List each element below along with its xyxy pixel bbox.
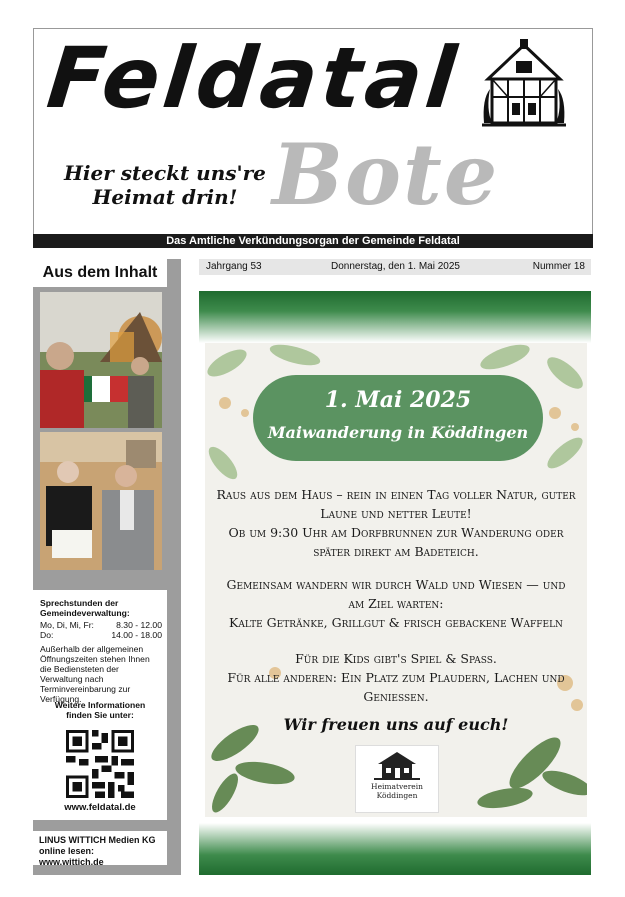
hours-days: Mo, Di, Mi, Fr: [40,620,94,630]
issue-bar [199,259,591,275]
contents-heading: Aus dem Inhalt [33,259,167,287]
publisher-box [33,831,167,865]
qr-code-icon[interactable] [66,730,134,798]
office-hours-box [33,590,167,820]
logo-caption [356,782,438,800]
poster-line: Kalte Getränke, Grillgut & frisch gebackene Waffeln [229,615,563,630]
logo-line-2: Köddingen [376,791,418,800]
office-hours-row [40,630,162,640]
poster-line: Genießen. [363,689,429,704]
poster-event-title: Maiwanderung in Köddingen [267,423,529,442]
masthead-tagline: Das Amtliche Verkündungsorgan der Gemeinde Feldatal [33,234,593,248]
issue-date: Donnerstag, den 1. Mai 2025 [331,261,460,272]
slogan-line-2: Heimat drin! [92,185,238,209]
poster-line: Für alle anderen: Ein Platz zum Plaudern, Lachen und [227,670,565,685]
slogan-line-1: Hier steckt uns're [64,161,266,185]
office-hours-heading: Sprechstunden der Gemeindeverwaltung: [40,598,130,618]
village-house-icon [374,750,420,780]
newspaper-title: Feldatal [42,29,465,127]
issue-volume: Jahrgang 53 [206,261,262,272]
poster-paragraph-2 [205,575,587,632]
poster-line: Gemeinsam wandern wir durch Wald und Wiesen — und [226,577,566,592]
poster-paragraph-1 [205,485,587,561]
poster-line: am Ziel warten: [348,596,444,611]
office-hours-row [40,620,162,630]
issue-number: Nummer 18 [532,261,585,272]
publisher-online[interactable]: online lesen: www.wittich.de [39,846,104,867]
logo-line-1: Heimatverein [371,782,423,791]
website-link[interactable]: www.feldatal.de [64,802,136,813]
heimatverein-logo [355,745,439,813]
half-timbered-house-icon [482,39,566,129]
hours-time: 8.30 - 12.00 [116,620,162,630]
slogan [64,161,266,209]
hours-time: 14.00 - 18.00 [111,630,162,640]
poster-closing: Wir freuen uns auf euch! [283,715,509,734]
poster-date: 1. Mai 2025 [324,387,472,413]
office-hours-note: Außerhalb der allgemeinen Öffnungszeiten stehen Ihnen die Bediensteten der Verwaltung nach Terminvereinbarung zur Verfügung. [40,644,150,704]
maiwanderung-poster [205,343,587,817]
masthead [33,28,593,235]
poster-line: Ob um 9:30 Uhr am Dorfbrunnen zur Wanderung oder [228,525,564,540]
poster-line: Raus aus dem Haus – rein in einen Tag voller Natur, guter [216,487,576,502]
maypole-bonfire-photo [40,292,162,428]
poster-line: Für die Kids gibt's Spiel & Spaß. [295,651,497,666]
poster-line: Laune und netter Leute! [320,506,472,521]
poster-line: später direkt am Badeteich. [313,544,479,559]
publisher-name: LINUS WITTICH Medien KG [39,835,156,845]
newspaper-subtitle: Bote [272,125,500,224]
more-info-text: Weitere Informationen finden Sie unter: [54,700,146,720]
award-photo [40,432,162,570]
hours-days: Do: [40,630,54,640]
poster-paragraph-3 [205,649,587,706]
